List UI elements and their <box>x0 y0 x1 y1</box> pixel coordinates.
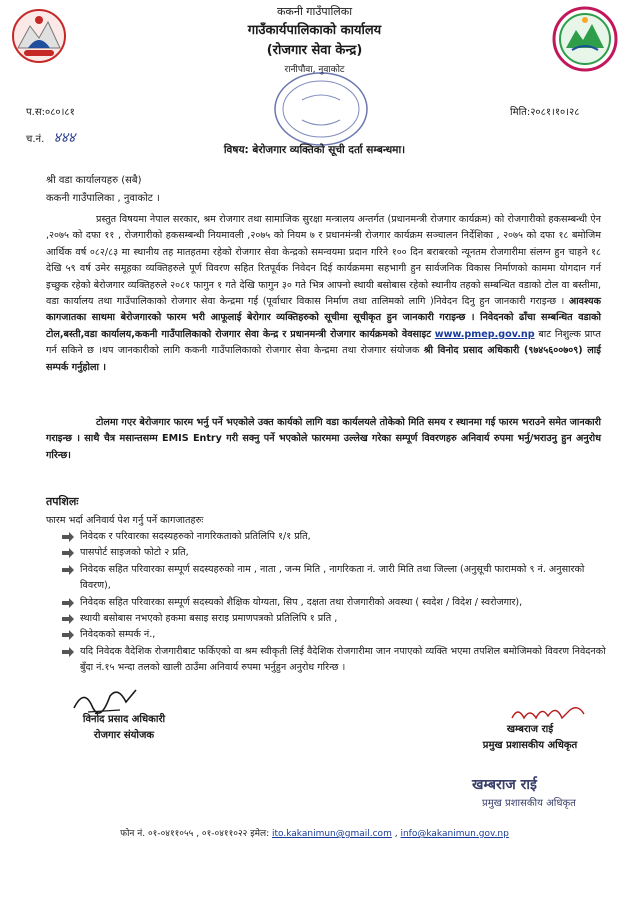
body-paragraph-2 <box>46 415 601 464</box>
body-paragraph-1 <box>46 212 601 376</box>
municipality-name: ककनी गाउँपालिका <box>276 5 353 18</box>
list-item-text: स्थायी बसोबास नभएको हकमा बसाइ सराइ प्रमाणपत्रको प्रतिलिपि १ प्रति , <box>80 613 338 625</box>
list-item-text: पासपोर्ट साइजको फोटो २ प्रति, <box>80 547 189 559</box>
signatory-name-left: विनोद प्रसाद अधिकारी <box>82 714 166 725</box>
document-list <box>62 529 607 677</box>
letter-subject: विषय: बेरोजगार व्यक्तिको सूची दर्ता सम्बन्धमा। <box>223 144 406 156</box>
list-item <box>62 644 607 677</box>
list-item <box>62 545 607 561</box>
pointing-hand-icon <box>62 630 74 640</box>
list-item <box>62 611 607 627</box>
pointing-hand-icon <box>62 647 74 657</box>
pmep-website-link[interactable]: www.pmep.gov.np <box>434 328 535 340</box>
footer-phone: फोन नं. ०१-०४११०५५ , ०१-०४११०२२ <box>120 829 248 839</box>
tapasil-intro: फारम भर्दा अनिवार्य पेश गर्नु पर्ने कागजातहरुः <box>46 515 204 526</box>
list-item <box>62 562 607 595</box>
pointing-hand-icon <box>62 598 74 608</box>
footer-email-1[interactable]: ito.kakanimun@gmail.com <box>272 829 392 839</box>
footer-email-2[interactable]: info@kakanimun.gov.np <box>400 829 509 839</box>
list-item <box>62 627 607 643</box>
signatory-title-left: रोजगार संयोजक <box>93 730 155 741</box>
list-item-text: निवेदकको सम्पर्क नं., <box>80 629 156 641</box>
tapasil-heading: तपशिलः <box>46 495 79 508</box>
recipient-line-1: श्री वडा कार्यालयहरु (सबै) <box>46 175 142 186</box>
signatory-title-right: प्रमुख प्रशासकीय अधिकृत <box>482 740 578 751</box>
signature-block-left <box>44 712 204 744</box>
patra-sankhya: प.स:०८०।८१ <box>26 107 75 118</box>
chalani-prefix: च.नं. <box>26 134 45 145</box>
list-item <box>62 595 607 611</box>
footer-email-label: इमेल: <box>250 829 270 839</box>
footer-separator: , <box>394 829 398 839</box>
chalani-number: ४४४ <box>53 130 76 146</box>
letter-date: मिति:२०८१।१०।२८ <box>510 107 580 118</box>
body-text-p2: टोलमा गएर बेरोजगार फारम भर्नु पर्ने भएकोले उक्त कार्यको लागि वडा कार्यलयले तोकेको मिति समय र स्थानमा गई फारम भराउने समेत जानकारी गराइन्छ । साथै चैत्र मसान्तसम्म EMIS Entry गरी सक्नु पर्ने भएकोले फारममा उल्लेख गरेका सम्पूर्ण विवरणहरु अनिवार्य रुपमा भर्नु/भराउनु हुन अनुरोध गरिन्छ। <box>46 417 601 461</box>
body-text-d: श्री विनोद प्रसाद अधिकारी (९७४५६००७०९) लाई सम्पर्क गर्नुहोला । <box>46 345 601 373</box>
recipient-line-2: ककनी गाउँपालिका , नुवाकोट । <box>46 193 160 204</box>
pointing-hand-icon <box>62 532 74 542</box>
name-stamp: खम्बराज राई <box>472 777 537 793</box>
signatory-name-right: खम्बराज राई <box>506 724 554 735</box>
footer-contact <box>0 826 629 839</box>
list-item <box>62 529 607 545</box>
pointing-hand-icon <box>62 565 74 575</box>
body-text-a: प्रस्तुत विषयमा नेपाल सरकार, श्रम रोजगार तथा सामाजिक सुरक्षा मन्त्रालय अन्तर्गत (प्रधानमन्त्री रोजगार कार्यक्रम) को रोजगारीको हकसम्बन्धी ऐन ,२०७५ को दफा ११ , रोजगारीको हकसम्बन्धी नियमावली ,२०७५ को नियम ७ र प्रधानमंन्त्री रोजगार कार्यक्रम सञ्चालन निर्देशिका , २०७५ को दफा १८ बमोजिम आर्थिक वर्ष ०८२/८३ मा स्थानीय तह मातहतमा रहेको रोजगार सेवा केन्द्रको समन्वयमा प्रदान गरिने १०० दिन बराबरको न्यूनतम रोजगारीमा संलग्न हुन चाहने १८ देखि ५९ वर्ष उमेर समूहका व्यक्तिहरुले पूर्ण विवरण सहित रितपूर्वक निवेदन दिई कार्यक्रममा सहभागी हुन सार्वजनिक विकास निर्माणको काममा योगदान गर्न इच्छुक रहेको बेरोजगार व्यक्तिहरुले २०८१ फागुन १ गते देखि फागुन ३० गते भित्र आफ्नो स्थायी बसोबास रहेको स्थानीय तहको सम्बन्धित वडाको टोल वा बस्तीमा, वडा कार्यालय तथा गाउँपालिकाको रोजगार सेवा केन्द्रमा गई (पूर्वाधार विकास निर्माण तथा तालिमको लागि )निवेदन दिनु हुन जानकारी गराइन्छ । <box>46 214 601 308</box>
pointing-hand-icon <box>62 548 74 558</box>
title-stamp: प्रमुख प्रशासकीय अधिकृत <box>482 798 576 809</box>
list-item-text: निवेदक र परिवारका सदस्यहरुको नागरिकताको प्रतिलिपि १/१ प्रति, <box>80 531 311 542</box>
list-item-text: निवेदक सहित परिवारका सम्पूर्ण सदस्यको शैक्षिक योग्यता, सिप , दक्षता तथा रोजगारीको अवस्था ( स्वदेश / विदेश / स्वरोजगार), <box>80 596 523 608</box>
pointing-hand-icon <box>62 614 74 624</box>
body-text-c: बाट निशुल्क प्राप्त गर्न सकिने छ ।थप जानकारीको लागि ककनी गाउँपालिकाको रोजगार सेवा केन्द्रमा तथा रोजगार संयोजक <box>46 328 601 357</box>
signature-block-right <box>440 722 620 754</box>
list-item-text: यदि निवेदक वैदेशिक रोजगारीबाट फर्किएको वा श्रम स्वीकृती लिई वैदेशिक रोजगारीमा जान नपाएको व्यक्ति भएमा तपशिल बमोजिमको विवरण निवेदनको बुँदा नं.१५ भन्दा तलको खाली ठाउँमा अनिवार्य रुपमा भर्नुहुन अनुरोध गरिन्छ । <box>80 645 606 674</box>
office-stamp-icon <box>272 70 370 148</box>
employment-center-name: (रोजगार सेवा केन्द्र) <box>266 43 363 58</box>
body-text-b: आवश्यक कागजातका साथमा बेरोजगारको फारम भरी आफूलाई बेरोगार व्यक्तिहरुको सूचीमा सूचीकृत हुन जानकारी गराइन्छ । निवेदनको ढाँचा सम्बन्धित वडाको टोल,बस्ती,वडा कार्यालय,ककनी गाउँपालिकाको रोजगार सेवा केन्द्र र प्रधानमन्त्री रोजगार कार्यक्रमको वेवसाइट <box>46 296 601 340</box>
list-item-text: निवेदक सहित परिवारका सम्पूर्ण सदस्यहरुको नाम , नाता , जन्म मिति , नागरिकता नं. जारी मिति तथा जिल्ला (अनुसूची फारामको ९ नं. अनुसारको विवरण), <box>80 563 585 592</box>
office-address: रानीपौवा, नुवाकोट <box>284 65 345 75</box>
office-name: गाउँकार्यपालिकाको कार्यालय <box>247 23 382 38</box>
